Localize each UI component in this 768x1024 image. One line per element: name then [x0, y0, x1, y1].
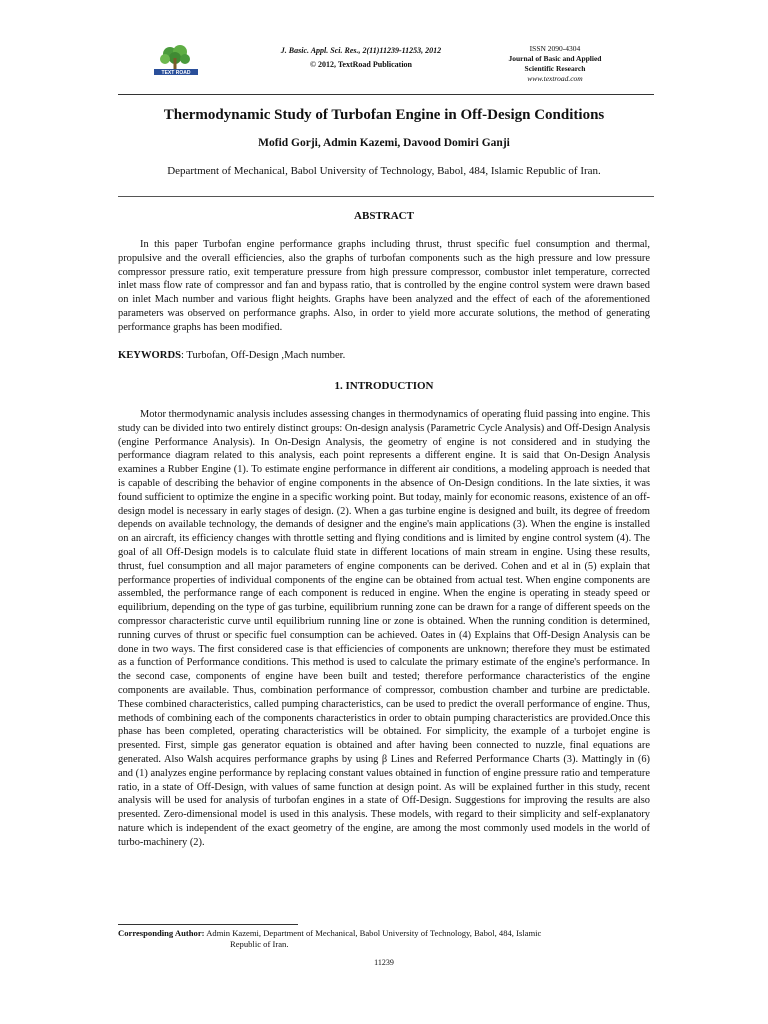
issn: ISSN 2090-4304 — [529, 44, 581, 53]
citation-details: , 2(11)11239-11253, 2012 — [358, 46, 442, 55]
corresponding-author-line1: Admin Kazemi, Department of Mechanical, Babol University of Technology, Babol, 484, Islamic — [204, 928, 542, 938]
journal-citation — [250, 44, 472, 72]
keywords-line — [118, 350, 650, 361]
journal-info — [487, 44, 623, 84]
author-list: Mofid Gorji, Admin Kazemi, Davood Domiri Ganji — [258, 137, 510, 149]
corresponding-author-label: Corresponding Author: — [118, 928, 205, 938]
corresponding-author-line2: Republic of Iran. — [230, 939, 289, 949]
logo-text: TEXT ROAD — [161, 70, 191, 76]
footnote-divider — [118, 924, 298, 925]
corresponding-author-note — [118, 928, 658, 950]
introduction-text: Motor thermodynamic analysis includes assessing changes in thermodynamics of operating fluid passing into engine. This study can be divided into two entirely distinct groups: On-design analysis (Parametric Cycle Analysis) and Off-Design Analysis (engine Performance Analysis). In On-Design Analysis, the geometry of engine is not considered and in studying the performance diagram related to this analysis, each point represents a different engine. It is said that On-Design Analysis examines a Rubber Engine (1). To estimate engine performance in different air conditions, a modeling approach is needed that is capable of describing the behavior of engine components in the absence of On-Design conditions. In the late sixties, it was found sufficient to optimize the engine in a specific working point. But today, mainly for economic reasons, existence of an off-design model is necessary in early stages of design. (2). When a gas turbine engine is designed and built, its degree of freedom depends on available technology, the demands of designer and the engine's main applications (3). When the engine is installed on an aircraft, its efficiency changes with throttle setting and flying conditions and is limited by engine control system (4). The goal of all Off-Design models is to calculate fluid state in different locations of main stream in engine. Using these results, thrust, fuel consumption and all major parameters of engine components can be derived. Cohen and et al in (5) explain that performance properties of individual components of the engine can be obtained from actual test. When engine components are assembled, the performance range of each component is reduced in engine. When the engine is operating in steady speed or equilibrium, depending on the type of gas turbine, equilibrium running zone can be drawn for a range of different speeds on the compressor characteristic curve until equilibrium running line or zone is obtained. When the running condition is determined, running curves of thrust or specific fuel consumption can be achieved. Oates in (4) Explains that Off-Design Analysis can be done in two ways. The first considered case is that efficiencies of components are unknown; therefore they must be estimated as a function of Performance conditions. This method is used to calculate the primary estimate of the engine's performance. In the second case, components of engine have been built and tested; therefore performance characteristics of the engine components are available. Thus, combination performance of compressor, combustion chamber and turbine are predictable. These combined characteristics, called pumping characteristics, can be used to predict the overall performance of engine. Thus, methods of combining each of the components characteristics in order to obtain pumping characteristics are provided.Once this phase has been completed, operating characteristics will be obtained. For simplicity, the example of a turbojet engine is presented. First, simple gas generator equation is obtained and after having been connected to nuzzle, final equations are generated. Also Walsh acquires performance graphs by using β Lines and Referred Performance Charts (3). Mattingly in (6) and (1) analyzes engine performance by replacing constant values obtained in function of engine pressure ratio and temperature ratio, in a state of Off-Design, with values of same function at design point. As will be explained further in this study, recent analysis will be used for analysis of turbofan engines in a state of Off-Design. Suggestions for improving the results are also presented. Zero-dimensional model is used in this analysis. These models, with regard to their simplicity and self-explanatory nature which is independent of the exact geometry of the engine, are among the most commonly used models in the world of turbo-machinery (2). — [118, 409, 650, 848]
abstract-heading: ABSTRACT — [354, 210, 414, 222]
header-divider — [118, 94, 654, 95]
journal-name-line2: Scientific Research — [524, 64, 586, 73]
copyright-line: © 2012, TextRoad Publication — [310, 60, 412, 69]
abstract-text: In this paper Turbofan engine performance graphs including thrust, thrust specific fuel consumption and thermal, propulsive and the overall efficiencies, also the graphs of turbofan components such as the high pressure and low pressure compressor pressure ratio, exit temperature pressure from high pressure compressor, combustor inlet temperature, corrected inlet mass flow rate of compressor and fan and bypass ratio, that is controlled by the engine control system were drawn based on inlet Mach number and various flight heights. Graphs have been analyzed and the effect of each of the aforementioned parameters was observed on performance graphs. Also, in order to yield more accurate solutions, the method of generating performance graphs has been modified. — [118, 239, 650, 333]
citation-journal: J. Basic. Appl. Sci. Res. — [280, 46, 359, 55]
journal-url: www.textroad.com — [527, 74, 583, 83]
title-divider — [118, 196, 654, 197]
keywords-label: KEYWORDS — [118, 350, 181, 361]
paper-title: Thermodynamic Study of Turbofan Engine in Off-Design Conditions — [163, 107, 605, 123]
keywords-text: : Turbofan, Off-Design ,Mach number. — [180, 350, 346, 361]
textroad-logo — [148, 44, 204, 78]
journal-name-line1: Journal of Basic and Applied — [508, 54, 602, 63]
author-affiliation: Department of Mechanical, Babol University of Technology, Babol, 484, Islamic Republic of Iran. — [167, 165, 601, 177]
page-number: 11239 — [374, 958, 394, 967]
introduction-heading: 1. INTRODUCTION — [334, 380, 434, 392]
